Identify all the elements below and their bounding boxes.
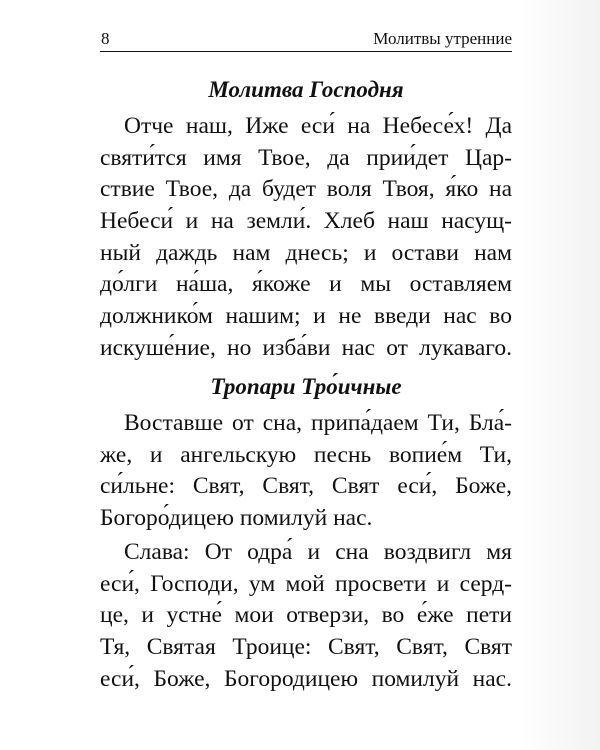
paragraph-troparion-2 (100, 537, 512, 695)
page-number: 8 (101, 29, 110, 48)
page-edge-shadow (520, 0, 600, 750)
section-title-lords-prayer: Молитва Господня (208, 77, 404, 102)
paragraph-lords-prayer (100, 111, 512, 365)
text-line: Тя, Святая Троице: Свят, Свят, Свят (100, 634, 512, 661)
book-page (100, 0, 512, 750)
text-line: ный даждь нам днесь; и остави нам (100, 239, 512, 266)
text-line: святи́тся имя Твое, да прии́дет Цар- (100, 144, 512, 171)
text-line: Слава: От одра́ и сна воздвигл мя (124, 539, 512, 565)
text-line: ствие Твое, да будет воля Твоя, я́ко на (100, 176, 512, 203)
text-line: же, и ангельскую песнь вопие́м Ти, (100, 441, 512, 468)
text-line: должнико́м нашим; и не введи нас во (100, 303, 512, 330)
section-title-trinity-troparia: Тропари Тро́ичные (210, 374, 402, 399)
text-line: це, и устне́ мои отверзи, во е́же пети (100, 602, 512, 629)
running-title: Молитвы утренние (373, 29, 512, 48)
text-line: Отче наш, Иже еси́ на Небесе́х! Да (124, 113, 512, 139)
text-line: си́льне: Свят, Свят, Свят еси́, Боже, (100, 473, 512, 500)
text-line: до́лги на́ша, я́коже и мы оставляем (100, 271, 512, 298)
text-line: еси́, Господи, ум мой просвети и серд- (100, 570, 512, 597)
paragraph-troparion-1 (100, 408, 512, 535)
text-line: Богоро́дицею помилуй нас. (100, 505, 373, 532)
text-line: Воставше от сна, припа́даем Ти, Бла́- (124, 410, 512, 436)
text-line: еси́, Боже, Богородицею помилуй нас. (100, 665, 512, 692)
text-line: искуше́ние, но изба́ви нас от лукаваго. (100, 334, 512, 361)
running-header (100, 27, 512, 52)
text-line: Небеси́ и на земли́. Хлеб наш насущ- (100, 208, 512, 235)
